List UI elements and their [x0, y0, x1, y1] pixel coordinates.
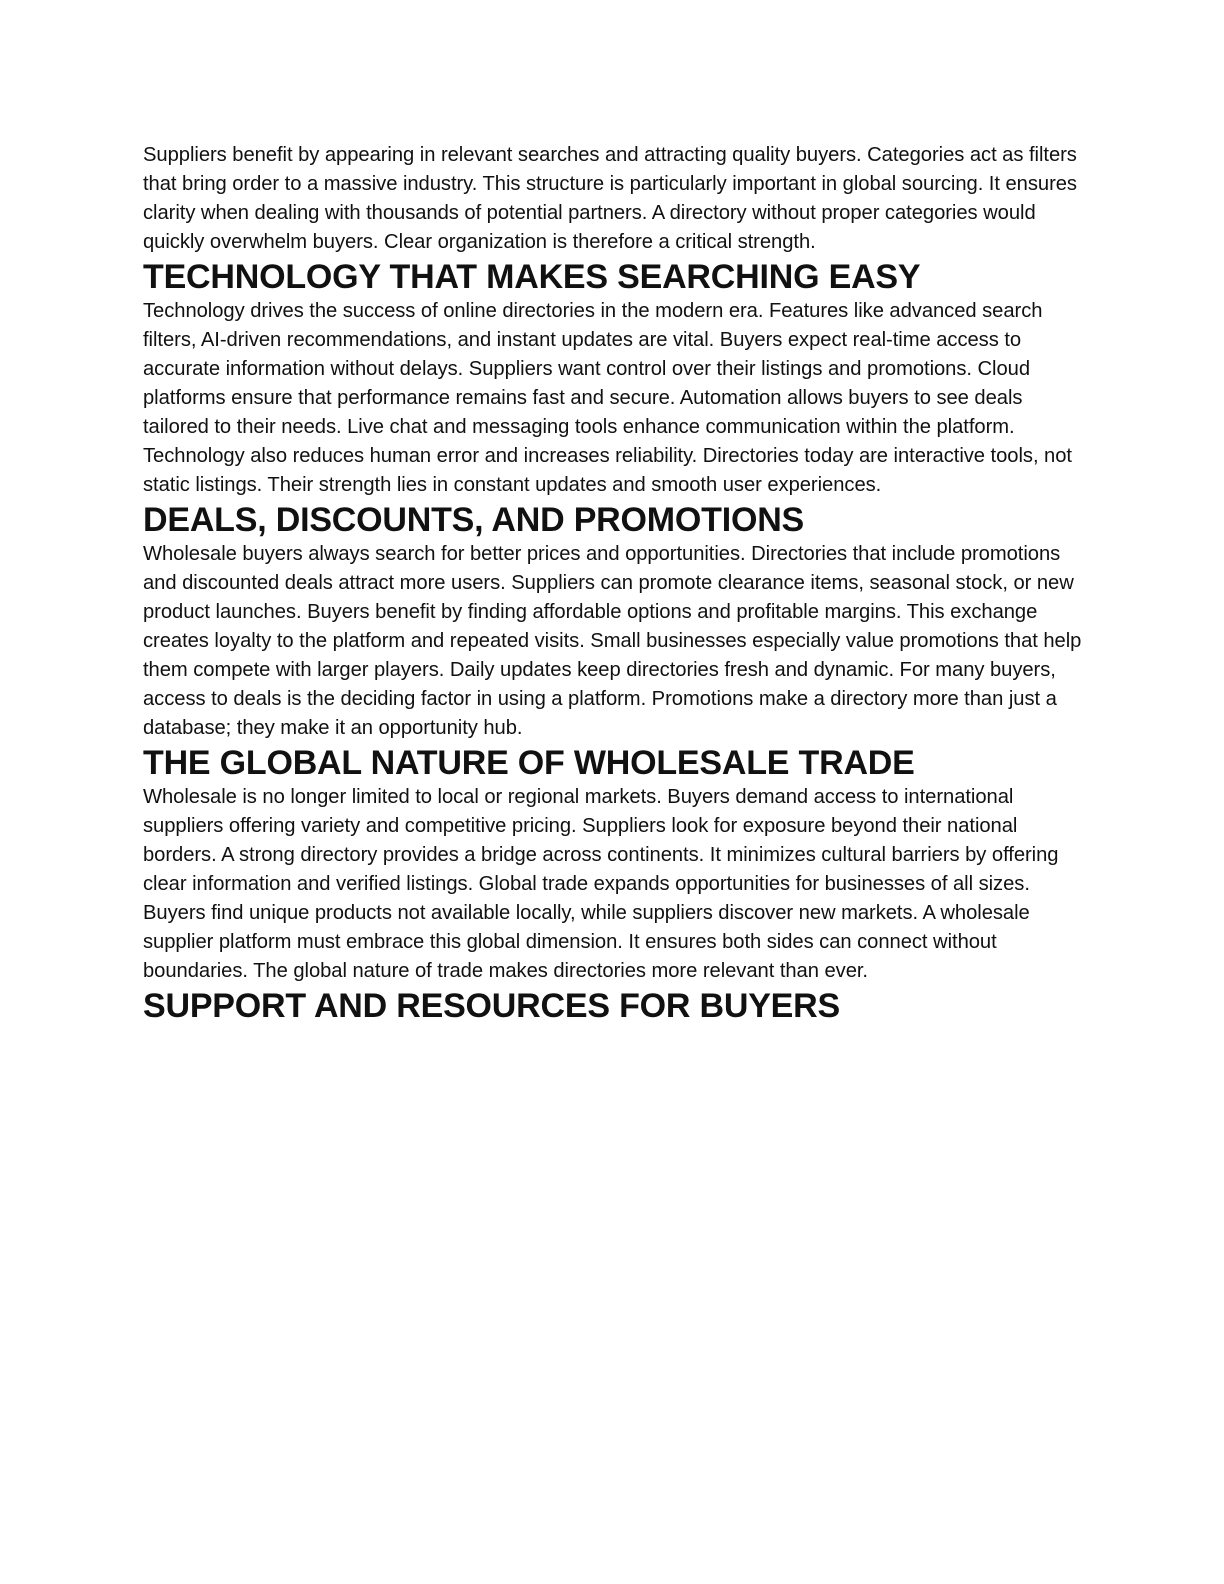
deals-paragraph: Wholesale buyers always search for better prices and opportunities. Directories that include promotions and discounted deals attract more users. Suppliers can promote clearance items, seasonal stock, or new product launches. Buyers benefit by finding affordable options and profitable margins. This exchange creates loyalty to the platform and repeated visits. Small businesses especially value promotions that help them compete with larger players. Daily updates keep directories fresh and dynamic. For many buyers, access to deals is the deciding factor in using a platform. Promotions make a directory more than just a database; they make it an opportunity hub.	[143, 543, 1082, 739]
global-heading: THE GLOBAL NATURE OF WHOLESALE TRADE	[143, 744, 915, 782]
deals-heading: DEALS, DISCOUNTS, AND PROMOTIONS	[143, 501, 805, 539]
support-heading: SUPPORT AND RESOURCES FOR BUYERS	[143, 987, 840, 1025]
document-page	[143, 141, 1083, 1026]
technology-paragraph: Technology drives the success of online directories in the modern era. Features like advanced search filters, AI-driven recommendations, and instant updates are vital. Buyers expect real-time access to accurate information without delays. Suppliers want control over their listings and promotions. Cloud platforms ensure that performance remains fast and secure. Automation allows buyers to see deals tailored to their needs. Live chat and messaging tools enhance communication within the platform. Technology also reduces human error and increases reliability. Directories today are interactive tools, not static listings. Their strength lies in constant updates and smooth user experiences.	[143, 300, 1072, 496]
technology-heading: TECHNOLOGY THAT MAKES SEARCHING EASY	[143, 258, 921, 296]
intro-paragraph: Suppliers benefit by appearing in relevant searches and attracting quality buyers. Categories act as filters that bring order to a massive industry. This structure is particularly important in global sourcing. It ensures clarity when dealing with thousands of potential partners. A directory without proper categories would quickly overwhelm buyers. Clear organization is therefore a critical strength.	[143, 144, 1077, 253]
global-paragraph: Wholesale is no longer limited to local or regional markets. Buyers demand access to international suppliers offering variety and competitive pricing. Suppliers look for exposure beyond their national borders. A strong directory provides a bridge across continents. It minimizes cultural barriers by offering clear information and verified listings. Global trade expands opportunities for businesses of all sizes. Buyers find unique products not available locally, while suppliers discover new markets. A wholesale supplier platform must embrace this global dimension. It ensures both sides can connect without boundaries. The global nature of trade makes directories more relevant than ever.	[143, 786, 1059, 982]
